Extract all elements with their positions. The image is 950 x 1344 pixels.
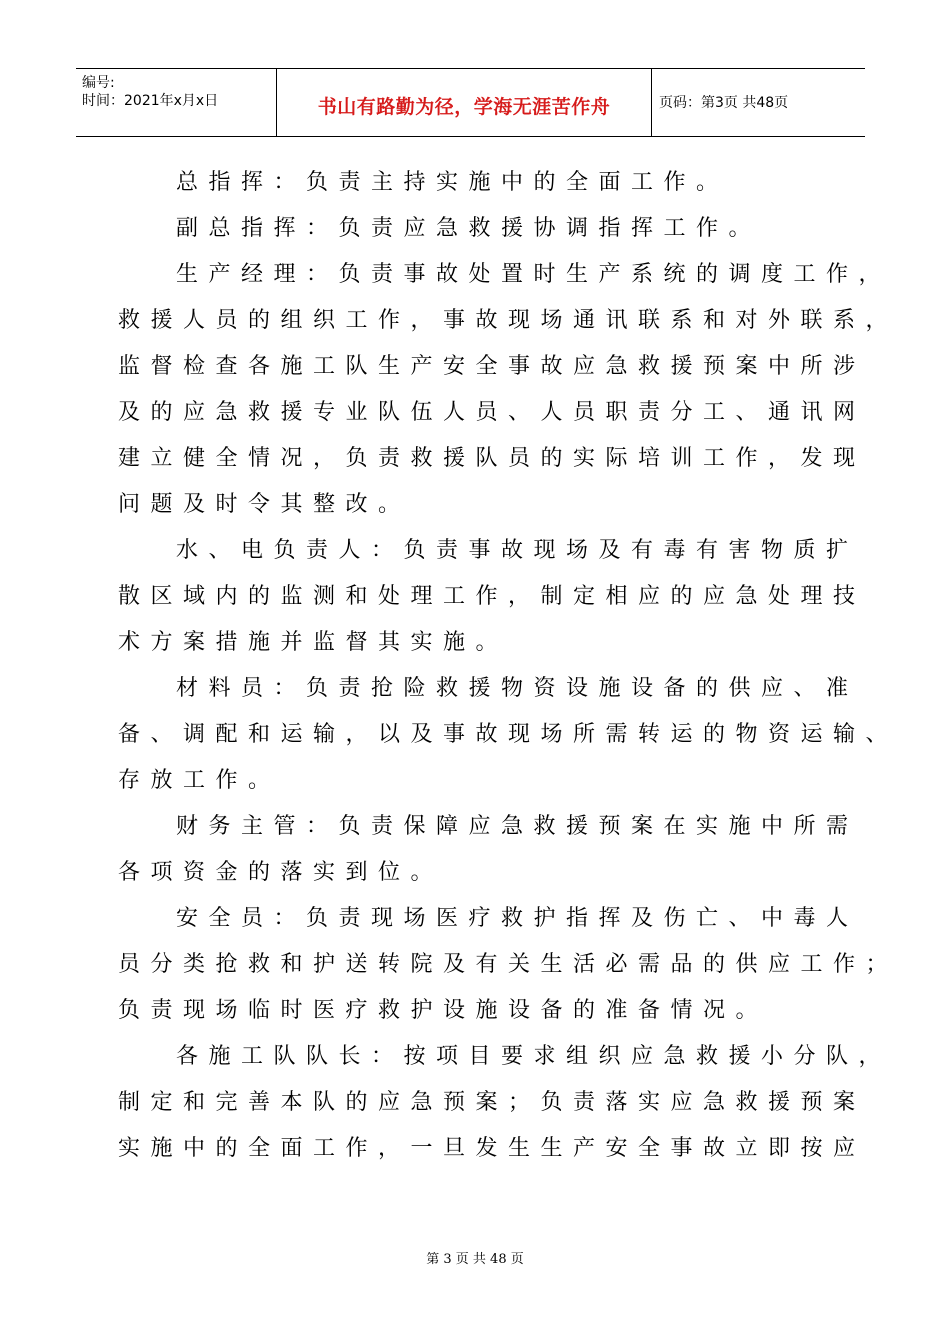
- paragraph: [118, 666, 899, 804]
- paragraph-line: 存放工作。: [118, 768, 281, 793]
- paragraph-line: 材料员：负责抢险救援物资设施设备的供应、准: [176, 676, 859, 701]
- header-motto: 书山有路勤为径，学海无涯苦作舟: [317, 96, 611, 118]
- paragraph-line: 各项资金的落实到位。: [118, 860, 444, 885]
- paragraph-line: 救援人员的组织工作，事故现场通讯联系和对外联系，: [118, 308, 899, 333]
- paragraph-line: 监督检查各施工队生产安全事故应急救援预案中所涉: [118, 354, 866, 379]
- paragraph-line: 及的应急救援专业队伍人员、人员职责分工、通讯网: [118, 400, 866, 425]
- paragraph-line: 水、电负责人：负责事故现场及有毒有害物质扩: [176, 538, 859, 563]
- header-left-cell: [76, 69, 276, 136]
- paragraph-line: 制定和完善本队的应急预案；负责落实应急救援预案: [118, 1090, 866, 1115]
- paragraph-line: 各施工队队长：按项目要求组织应急救援小分队，: [176, 1044, 892, 1069]
- paragraph-line: 备、调配和运输，以及事故现场所需转运的物资运输、: [118, 722, 899, 747]
- page-footer: 第 3 页 共 48 页: [426, 1252, 524, 1267]
- paragraph-line: 散区域内的监测和处理工作，制定相应的应急处理技: [118, 584, 866, 609]
- paragraph: [118, 528, 866, 666]
- paragraph: [118, 804, 859, 896]
- header-page-label: 页码：第3页 共48页: [659, 95, 789, 111]
- paragraph: [118, 206, 848, 252]
- paragraph-line: 术方案措施并监督其实施。: [118, 630, 509, 655]
- paragraph-line: 负责现场临时医疗救护设施设备的准备情况。: [118, 998, 769, 1023]
- paragraph-line: 员分类抢救和护送转院及有关生活必需品的供应工作；: [118, 952, 899, 977]
- document-body: [118, 160, 899, 1172]
- document-header: [76, 68, 865, 137]
- paragraph-line: 财务主管：负责保障应急救援预案在实施中所需: [176, 814, 859, 839]
- paragraph-line: 安全员：负责现场医疗救护指挥及伤亡、中毒人: [176, 906, 859, 931]
- paragraph: [118, 160, 848, 206]
- paragraph-line: 建立健全情况，负责救援队员的实际培训工作，发现: [118, 446, 866, 471]
- paragraph-line: 生产经理：负责事故处置时生产系统的调度工作，: [176, 262, 892, 287]
- paragraph: [118, 1034, 892, 1172]
- header-right-cell: [651, 69, 865, 136]
- paragraph-line: 问题及时令其整改。: [118, 492, 411, 517]
- header-middle-cell: [276, 69, 652, 136]
- paragraph-line: 实施中的全面工作，一旦发生生产安全事故立即按应: [118, 1136, 866, 1161]
- paragraph-line: 副总指挥：负责应急救援协调指挥工作。: [176, 216, 762, 241]
- document-time-label: 时间：2021年x月x日: [82, 93, 219, 109]
- paragraph-line: 总指挥：负责主持实施中的全面工作。: [176, 170, 729, 195]
- paragraph: [118, 896, 899, 1034]
- document-number-label: 编号:: [82, 75, 115, 91]
- paragraph: [118, 252, 899, 528]
